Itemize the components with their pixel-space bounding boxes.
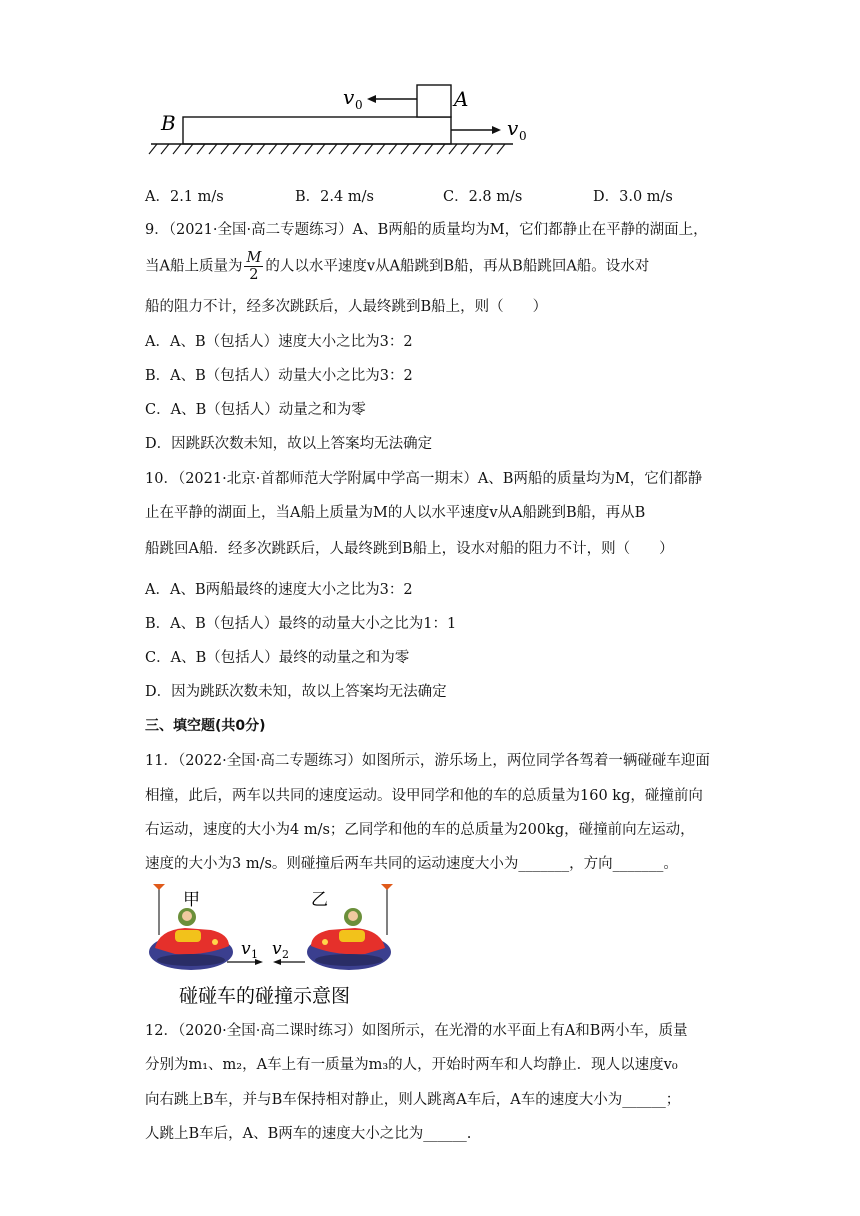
label-B: B [161, 111, 176, 135]
hatch-mark [257, 144, 265, 154]
q9-option-a[interactable]: A．A、B（包括人）速度大小之比为3：2 [145, 334, 413, 350]
q10-option-d[interactable]: D．因为跳跃次数未知，故以上答案均无法确定 [145, 684, 447, 700]
svg-text:2: 2 [282, 948, 289, 961]
hatch-mark [413, 144, 421, 154]
q8-option-a[interactable]: A．2.1 m/s [145, 189, 224, 205]
label-v0-left: v [343, 85, 355, 109]
q8-option-c[interactable]: C．2.8 m/s [443, 189, 523, 205]
q8-option-d[interactable]: D．3.0 m/s [593, 189, 673, 205]
hatch-mark [173, 144, 181, 154]
q10-option-c[interactable]: C．A、B（包括人）最终的动量之和为零 [145, 650, 410, 666]
hatch-mark [269, 144, 277, 154]
hatch-mark [317, 144, 325, 154]
hatch-mark [353, 144, 361, 154]
label-v2: v [272, 939, 282, 959]
q10-option-a[interactable]: A．A、B两船最终的速度大小之比为3：2 [145, 582, 413, 598]
label-A: A [454, 87, 469, 111]
board-B [183, 117, 451, 144]
label-v0-right: v [507, 116, 519, 140]
hatch-mark [425, 144, 433, 154]
hatch-mark [461, 144, 469, 154]
hatch-mark [281, 144, 289, 154]
q12-line4: 人跳上B车后，A、B两车的速度大小之比为______. [145, 1126, 472, 1142]
q10-line3: 船跳回A船．经多次跳跃后，人最终跳到B船上，设水对船的阻力不计，则（ ） [145, 541, 674, 557]
q12-line1: 12．（2020·全国·高二课时练习）如图所示，在光滑的水平面上有A和B两小车，质量 [145, 1023, 688, 1039]
svg-text:0: 0 [519, 129, 527, 143]
hatch-mark [341, 144, 349, 154]
hatch-mark [209, 144, 217, 154]
hatch-mark [377, 144, 385, 154]
hatch-mark [365, 144, 373, 154]
svg-text:0: 0 [355, 98, 363, 112]
hatch-mark [473, 144, 481, 154]
fraction-M-over-2: $\frac{M}{2}$ [246, 250, 262, 283]
hatch-mark [221, 144, 229, 154]
hatch-mark [305, 144, 313, 154]
svg-text:1: 1 [251, 948, 258, 961]
label-v1: v [241, 939, 251, 959]
q9-option-d[interactable]: D．因跳跃次数未知，故以上答案均无法确定 [145, 436, 433, 452]
hatch-mark [449, 144, 457, 154]
q11-line2: 相撞，此后，两车以共同的速度运动。设甲同学和他的车的总质量为160 kg，碰撞前向 [145, 788, 703, 804]
hatch-mark [329, 144, 337, 154]
bumper-cars-figure [145, 880, 405, 1010]
q11-line4: 速度的大小为3 m/s。则碰撞后两车共同的运动速度大小为_______，方向_______。 [145, 856, 678, 872]
q10-option-b[interactable]: B．A、B（包括人）最终的动量大小之比为1：1 [145, 616, 457, 632]
board-block-figure [145, 78, 535, 160]
figure-caption: 碰碰车的碰撞示意图 [179, 985, 351, 1007]
hatch-mark [233, 144, 241, 154]
hatch-mark [437, 144, 445, 154]
q11-line1: 11．（2022·全国·高二专题练习）如图所示，游乐场上，两位同学各驾着一辆碰碰车迎面 [145, 753, 710, 769]
q10-line1: 10．（2021·北京·首都师范大学附属中学高一期末）A、B两船的质量均为M，它们都静 [145, 471, 703, 487]
block-A [417, 85, 451, 117]
hatch-mark [497, 144, 505, 154]
hatch-mark [161, 144, 169, 154]
label-jia: 甲 [183, 890, 200, 910]
ground-hatching [149, 144, 505, 154]
section-heading-fill-in: 三、填空题(共0分) [145, 718, 266, 734]
q10-line2: 止在平静的湖面上，当A船上质量为M的人以水平速度v从A船跳到B船，再从B [145, 505, 646, 521]
hatch-mark [185, 144, 193, 154]
hatch-mark [485, 144, 493, 154]
hatch-mark [401, 144, 409, 154]
q12-line3: 向右跳上B车，并与B车保持相对静止，则人跳离A车后，A车的速度大小为______； [145, 1092, 681, 1108]
hatch-mark [389, 144, 397, 154]
q9-option-c[interactable]: C．A、B（包括人）动量之和为零 [145, 402, 366, 418]
hatch-mark [149, 144, 157, 154]
q11-line3: 右运动，速度的大小为4 m/s；乙同学和他的车的总质量为200kg，碰撞前向左运动， [145, 822, 695, 838]
hatch-mark [293, 144, 301, 154]
q8-option-b[interactable]: B．2.4 m/s [295, 189, 374, 205]
hatch-mark [197, 144, 205, 154]
q9-option-b[interactable]: B．A、B（包括人）动量大小之比为3：2 [145, 368, 413, 384]
q12-line2: 分别为m₁、m₂，A车上有一质量为m₃的人，开始时两车和人均静止．现人以速度v₀ [145, 1057, 678, 1073]
label-yi: 乙 [311, 890, 328, 910]
q9-line2: 当A船上质量为 $\frac{M}{2}$ 的人以水平速度v从A船跳到B船，再从B船跳回A船。设水对 [145, 250, 650, 283]
hatch-mark [245, 144, 253, 154]
q9-line1: 9．（2021·全国·高二专题练习）A、B两船的质量均为M，它们都静止在平静的湖面上， [145, 222, 708, 238]
q9-line3: 船的阻力不计，经多次跳跃后，人最终跳到B船上，则（ ） [145, 299, 548, 315]
